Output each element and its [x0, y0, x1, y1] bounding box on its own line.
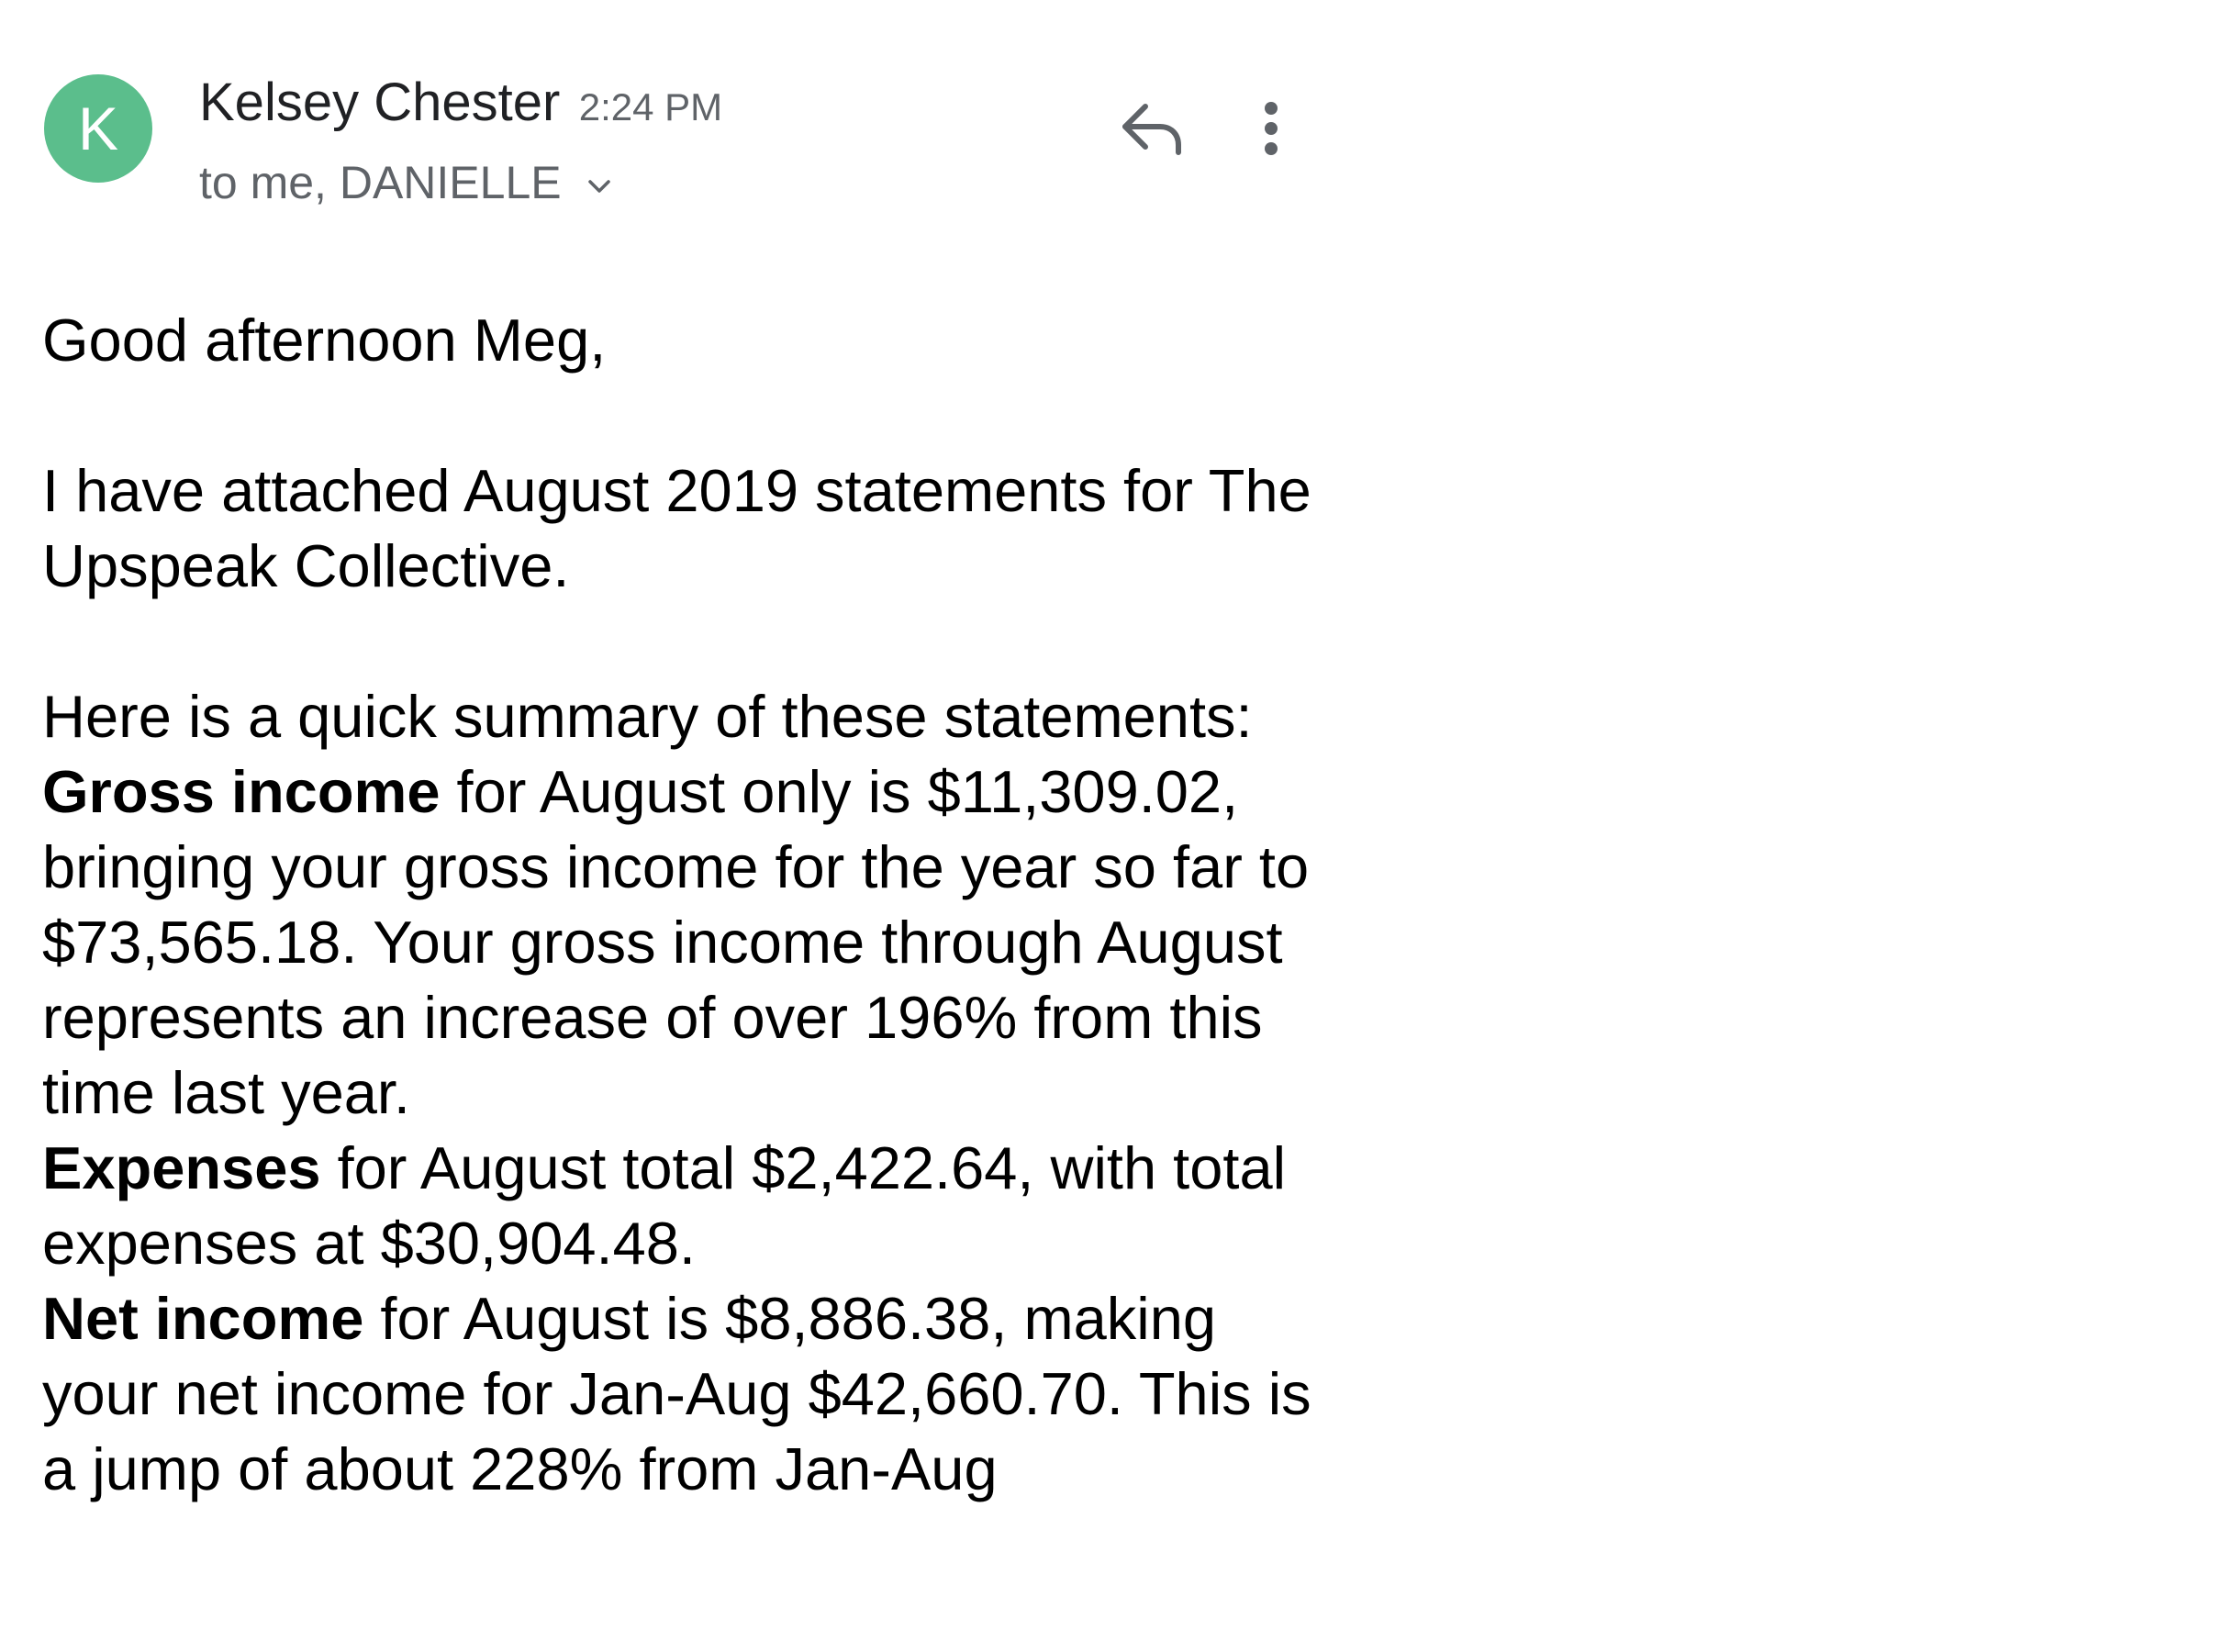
gross-income-text: for August only is $11,309.02, bringing your gross income for the year so far to $73,565.18. Your gross income through August represents an increase of over 196% from this time last year.: [42, 758, 1310, 1126]
more-options-button[interactable]: [1234, 92, 1308, 165]
chevron-down-icon[interactable]: [587, 153, 611, 206]
expenses-label: Expenses: [42, 1134, 321, 1201]
reply-button[interactable]: [1116, 92, 1189, 165]
sender-name[interactable]: Kelsey Chester: [199, 73, 561, 132]
net-income-text: for August is $8,886.38, making your net income for Jan-Aug $42,660.70. This is a jump of about 228% from Jan-Aug: [42, 1285, 1311, 1502]
expenses-paragraph: [42, 1131, 1327, 1281]
recipients-text: to me, DANIELLE: [199, 157, 562, 208]
expenses-text: for August total $2,422.64, with total expenses at $30,904.48.: [42, 1134, 1287, 1277]
summary-intro: Here is a quick summary of these statements:: [42, 683, 1253, 750]
gross-income-paragraph: [42, 754, 1327, 1131]
net-income-label: Net income: [42, 1285, 364, 1352]
sent-time: 2:24 PM: [578, 85, 723, 128]
email-header: [0, 0, 1340, 239]
more-vert-icon: [1234, 153, 1308, 169]
sender-line: [199, 72, 722, 133]
intro-paragraph: I have attached August 2019 statements for The Upspeak Collective.: [42, 457, 1311, 599]
net-income-paragraph: [42, 1281, 1327, 1507]
recipient-details-toggle[interactable]: [199, 156, 611, 209]
greeting: Good afternoon Meg,: [42, 307, 607, 374]
gross-income-label: Gross income: [42, 758, 441, 825]
email-body: [42, 303, 1327, 1507]
reply-icon: [1116, 153, 1189, 169]
avatar[interactable]: K: [44, 74, 152, 183]
